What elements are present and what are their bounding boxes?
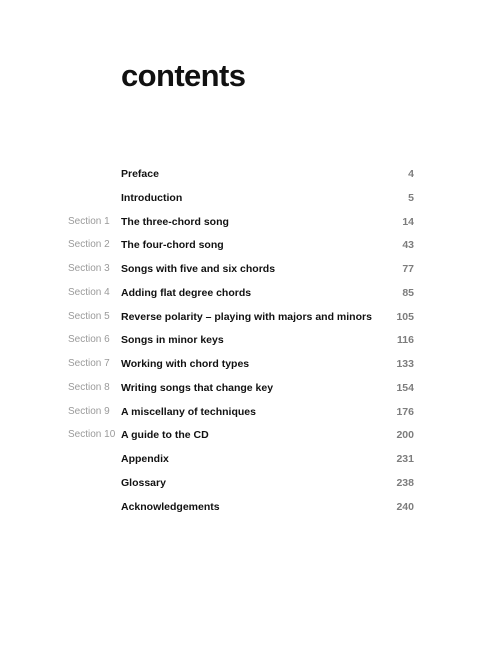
section-label: Section 8 <box>68 381 110 393</box>
toc-row-section-5 <box>0 309 500 333</box>
entry-title: Songs with five and six chords <box>121 263 276 275</box>
toc-row-section-7 <box>0 356 500 380</box>
toc-row-section-9 <box>0 404 500 428</box>
page-number: 231 <box>396 453 414 465</box>
entry-title: Writing songs that change key <box>121 381 274 394</box>
page-number: 77 <box>402 263 414 275</box>
section-label: Section 9 <box>68 405 110 417</box>
page-number: 14 <box>402 215 414 228</box>
entry-title: The four-chord song <box>121 239 224 252</box>
section-label: Section 1 <box>68 215 110 227</box>
page-number: 105 <box>396 310 414 323</box>
page-number: 116 <box>397 334 414 347</box>
toc-row-section-6 <box>0 332 500 356</box>
entry-title: Introduction <box>121 191 183 204</box>
page-number: 238 <box>396 476 414 489</box>
entry-title: Appendix <box>121 453 169 465</box>
toc-row-section-1 <box>0 214 500 238</box>
page-number: 85 <box>402 286 414 299</box>
entry-title: Adding flat degree chords <box>121 286 252 299</box>
section-label: Section 6 <box>68 334 110 346</box>
page-number: 5 <box>408 191 414 204</box>
entry-title: Working with chord types <box>121 358 250 370</box>
page-number: 240 <box>396 500 414 513</box>
entry-title: A miscellany of techniques <box>121 405 256 418</box>
toc-row-introduction <box>0 190 500 214</box>
page-number: 154 <box>396 381 414 394</box>
entry-title: Acknowledgements <box>121 500 220 513</box>
entry-title: Preface <box>121 168 159 180</box>
section-label: Section 4 <box>68 286 110 298</box>
section-label: Section 3 <box>68 263 110 274</box>
section-label: Section 10 <box>68 429 116 441</box>
toc-row-section-3 <box>0 261 500 285</box>
section-label: Section 5 <box>68 310 110 322</box>
page-title: contents <box>121 58 246 93</box>
entry-title: A guide to the CD <box>121 429 209 442</box>
toc-row-section-8 <box>0 380 500 404</box>
section-label: Section 2 <box>68 239 110 251</box>
entry-title: Reverse polarity – playing with majors and minors <box>121 310 372 323</box>
table-of-contents <box>0 166 500 522</box>
page-number: 4 <box>408 168 414 180</box>
page-number: 200 <box>396 429 414 442</box>
toc-row-section-2 <box>0 237 500 261</box>
toc-row-appendix <box>0 451 500 475</box>
toc-row-glossary <box>0 475 500 499</box>
page-number: 43 <box>402 239 414 252</box>
toc-row-acknowledgements <box>0 499 500 523</box>
page-number: 176 <box>396 405 414 418</box>
entry-title: Songs in minor keys <box>121 334 224 347</box>
entry-title: Glossary <box>121 476 166 489</box>
toc-row-section-4 <box>0 285 500 309</box>
toc-row-section-10 <box>0 427 500 451</box>
toc-row-preface <box>0 166 500 190</box>
section-label: Section 7 <box>68 358 110 369</box>
entry-title: The three-chord song <box>121 215 229 228</box>
page-number: 133 <box>396 358 414 370</box>
